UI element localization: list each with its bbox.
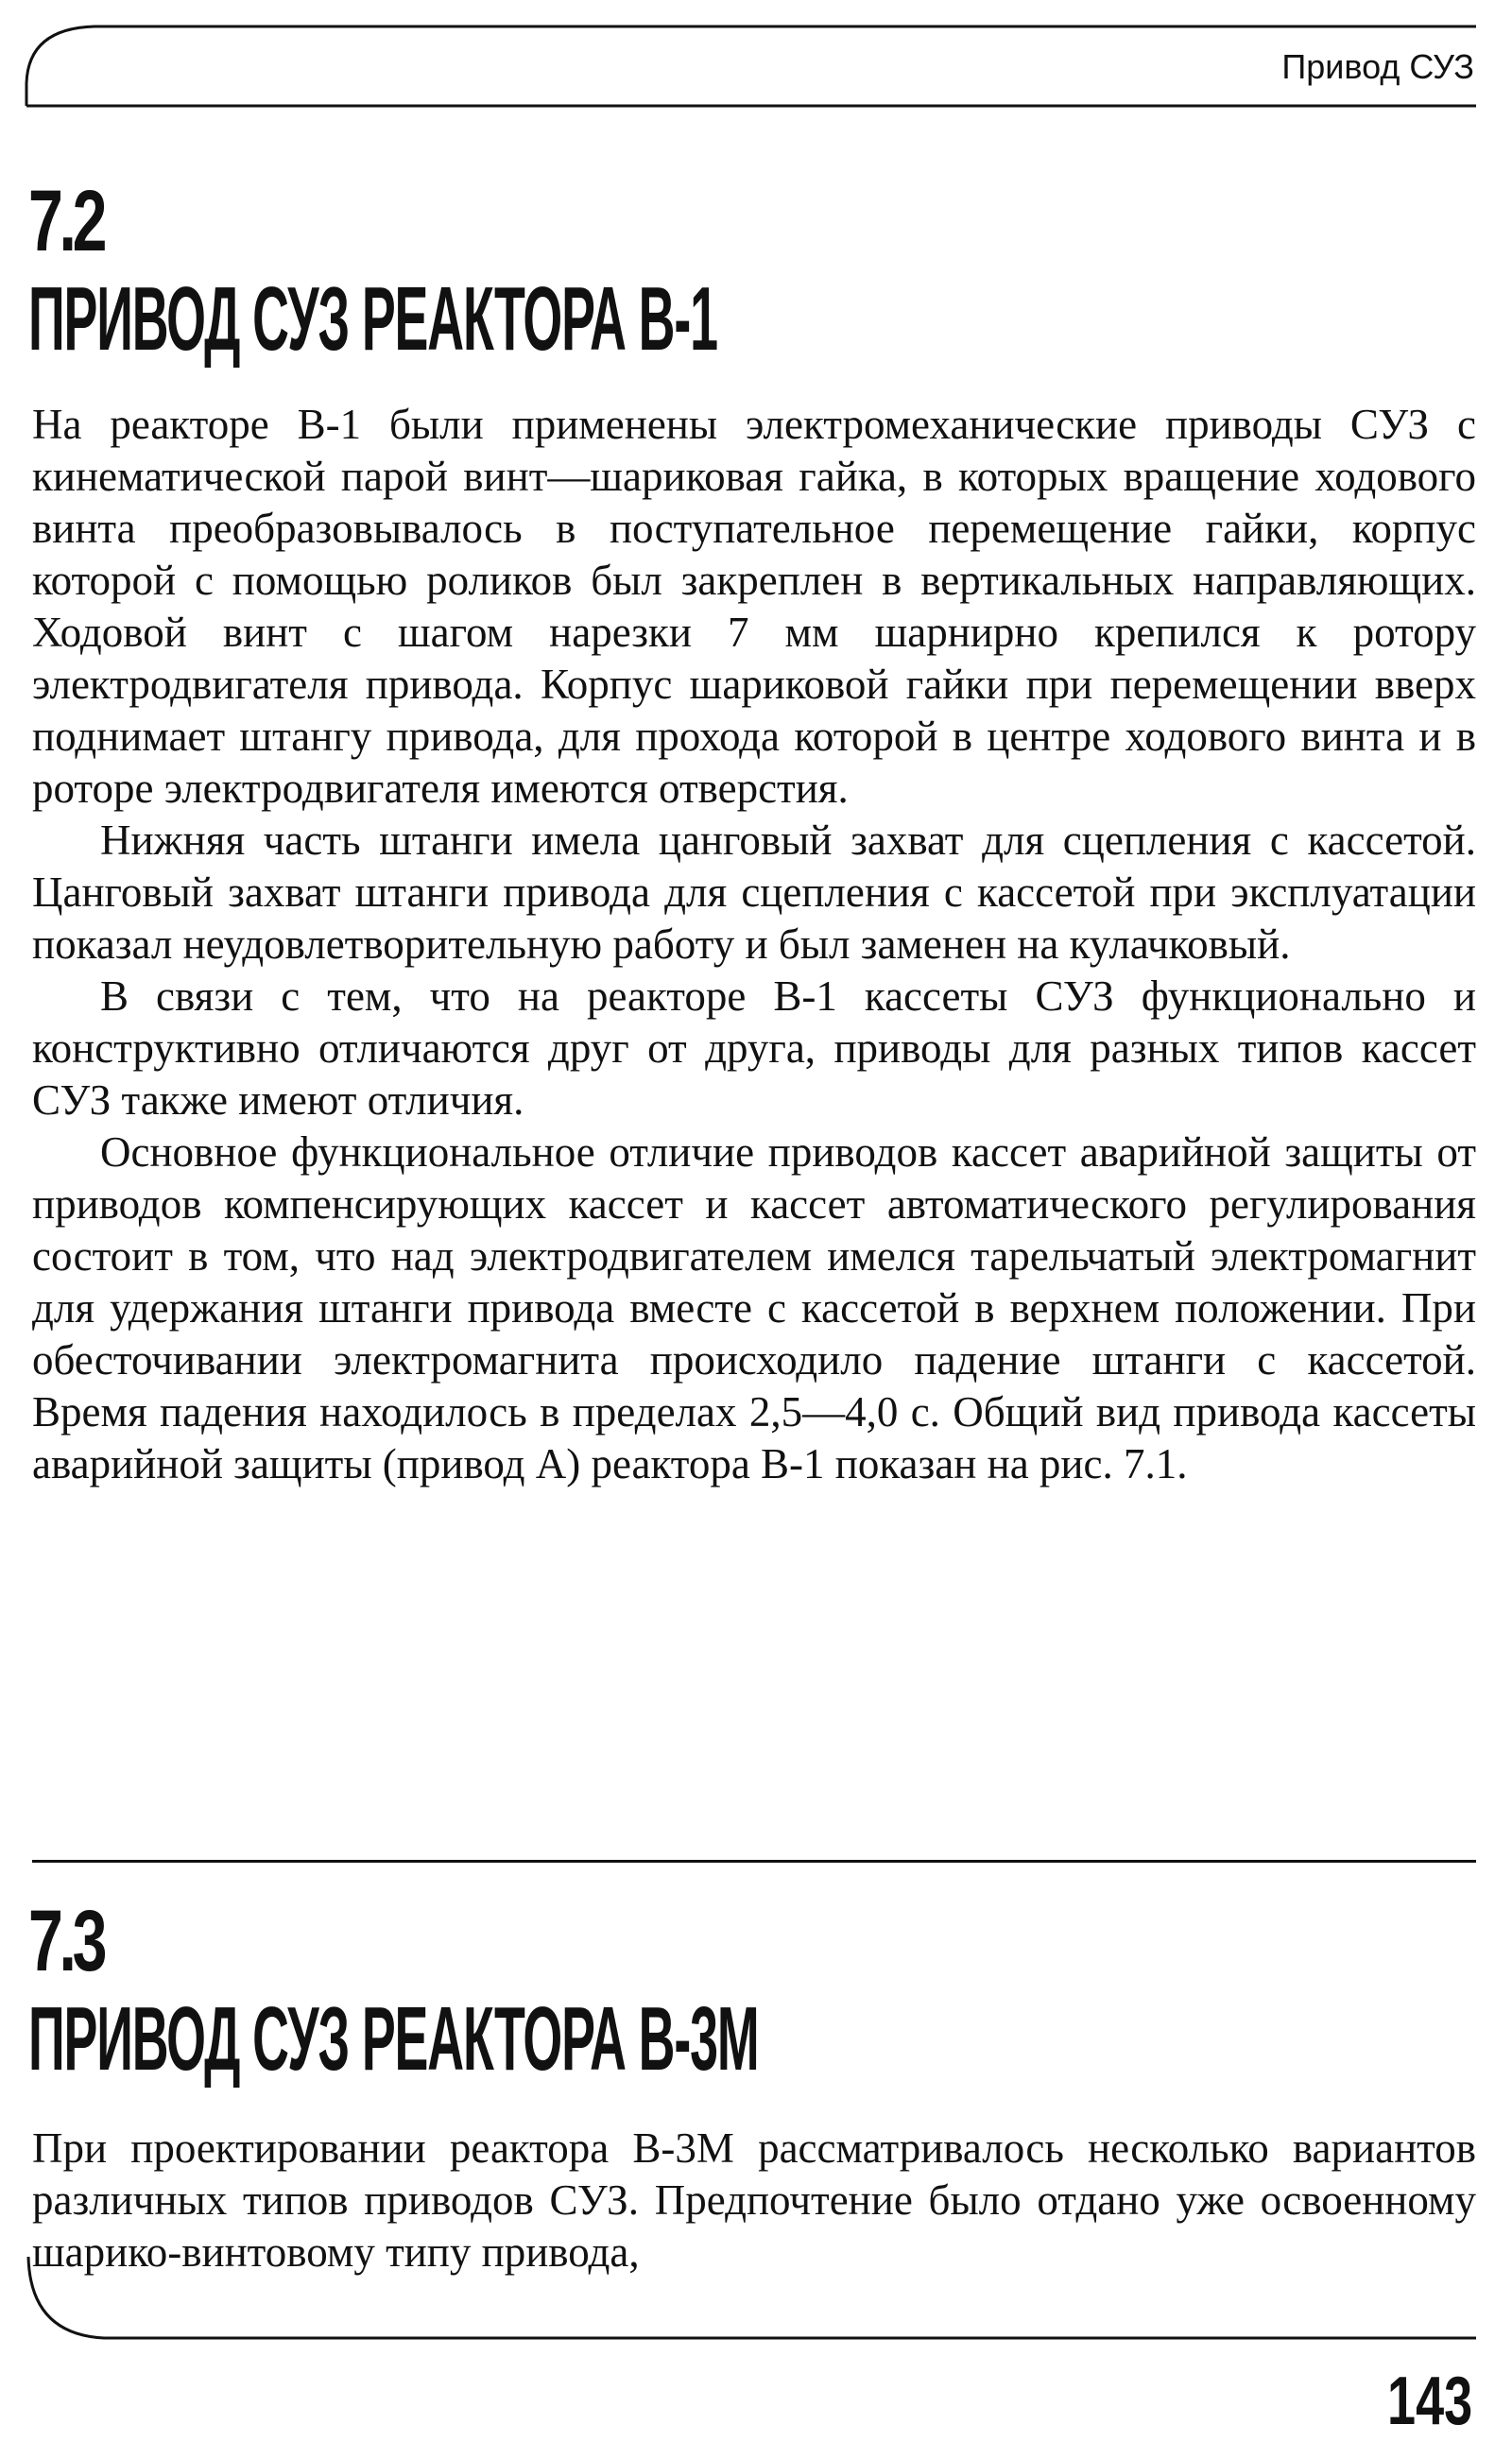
section-title-7-2: ПРИВОД СУЗ РЕАКТОРА В-1 xyxy=(28,268,717,370)
section-number-7-3: 7.3 xyxy=(28,1893,104,1989)
section-title-7-3: ПРИВОД СУЗ РЕАКТОРА В-3М xyxy=(28,1988,759,2089)
section-divider xyxy=(32,1860,1476,1863)
section-7-2-body xyxy=(32,399,1476,1490)
running-head: Привод СУЗ xyxy=(1281,47,1474,86)
paragraph: На реакторе В-1 были применены электромеханические приводы СУЗ с кинематической парой винт—шариковая гайка, в которых вращение ходового винта преобразовывалось в поступательное перемещение гайки, корпус которой с помощью роликов был закреплен в вертикальных направляющих. Ходовой винт с шагом нарезки 7 мм шарнирно крепился к ротору электродвигателя привода. Корпус шариковой гайки при перемещении вверх поднимает штангу привода, для прохода которой в центре ходового винта и в роторе электродвигателя имеются отверстия. xyxy=(32,401,1476,812)
section-number-7-2: 7.2 xyxy=(28,173,104,269)
paragraph: Нижняя часть штанги имела цанговый захват для сцепления с кассетой. Цанговый захват штанги привода для сцепления с кассетой при эксплуатации показал неудовлетворительную работу и был заменен на кулачковый. xyxy=(32,817,1476,968)
section-7-3-body xyxy=(32,2123,1476,2278)
paragraph: В связи с тем, что на реакторе В-1 кассеты СУЗ функционально и конструктивно отличаются друг от друга, приводы для разных типов кассет СУЗ также имеют отличия. xyxy=(32,972,1476,1124)
page-number: 143 xyxy=(1386,2364,1472,2439)
paragraph: При проектировании реактора В-3М рассматривалось несколько вариантов различных типов приводов СУЗ. Предпочтение было отдано уже освоенному шарико-винтовому типу привода, xyxy=(32,2124,1476,2276)
paragraph: Основное функциональное отличие приводов кассет аварийной защиты от приводов компенсирующих кассет и кассет автоматического регулирования состоит в том, что над электродвигателем имелся тарельчатый электромагнит для удержания штанги привода вместе с кассетой в верхнем положении. При обесточивании электромагнита происходило падение штанги с кассетой. Время падения находилось в пределах 2,5—4,0 с. Общий вид привода кассеты аварийной защиты (привод А) реактора В-1 показан на рис. 7.1. xyxy=(32,1128,1476,1487)
